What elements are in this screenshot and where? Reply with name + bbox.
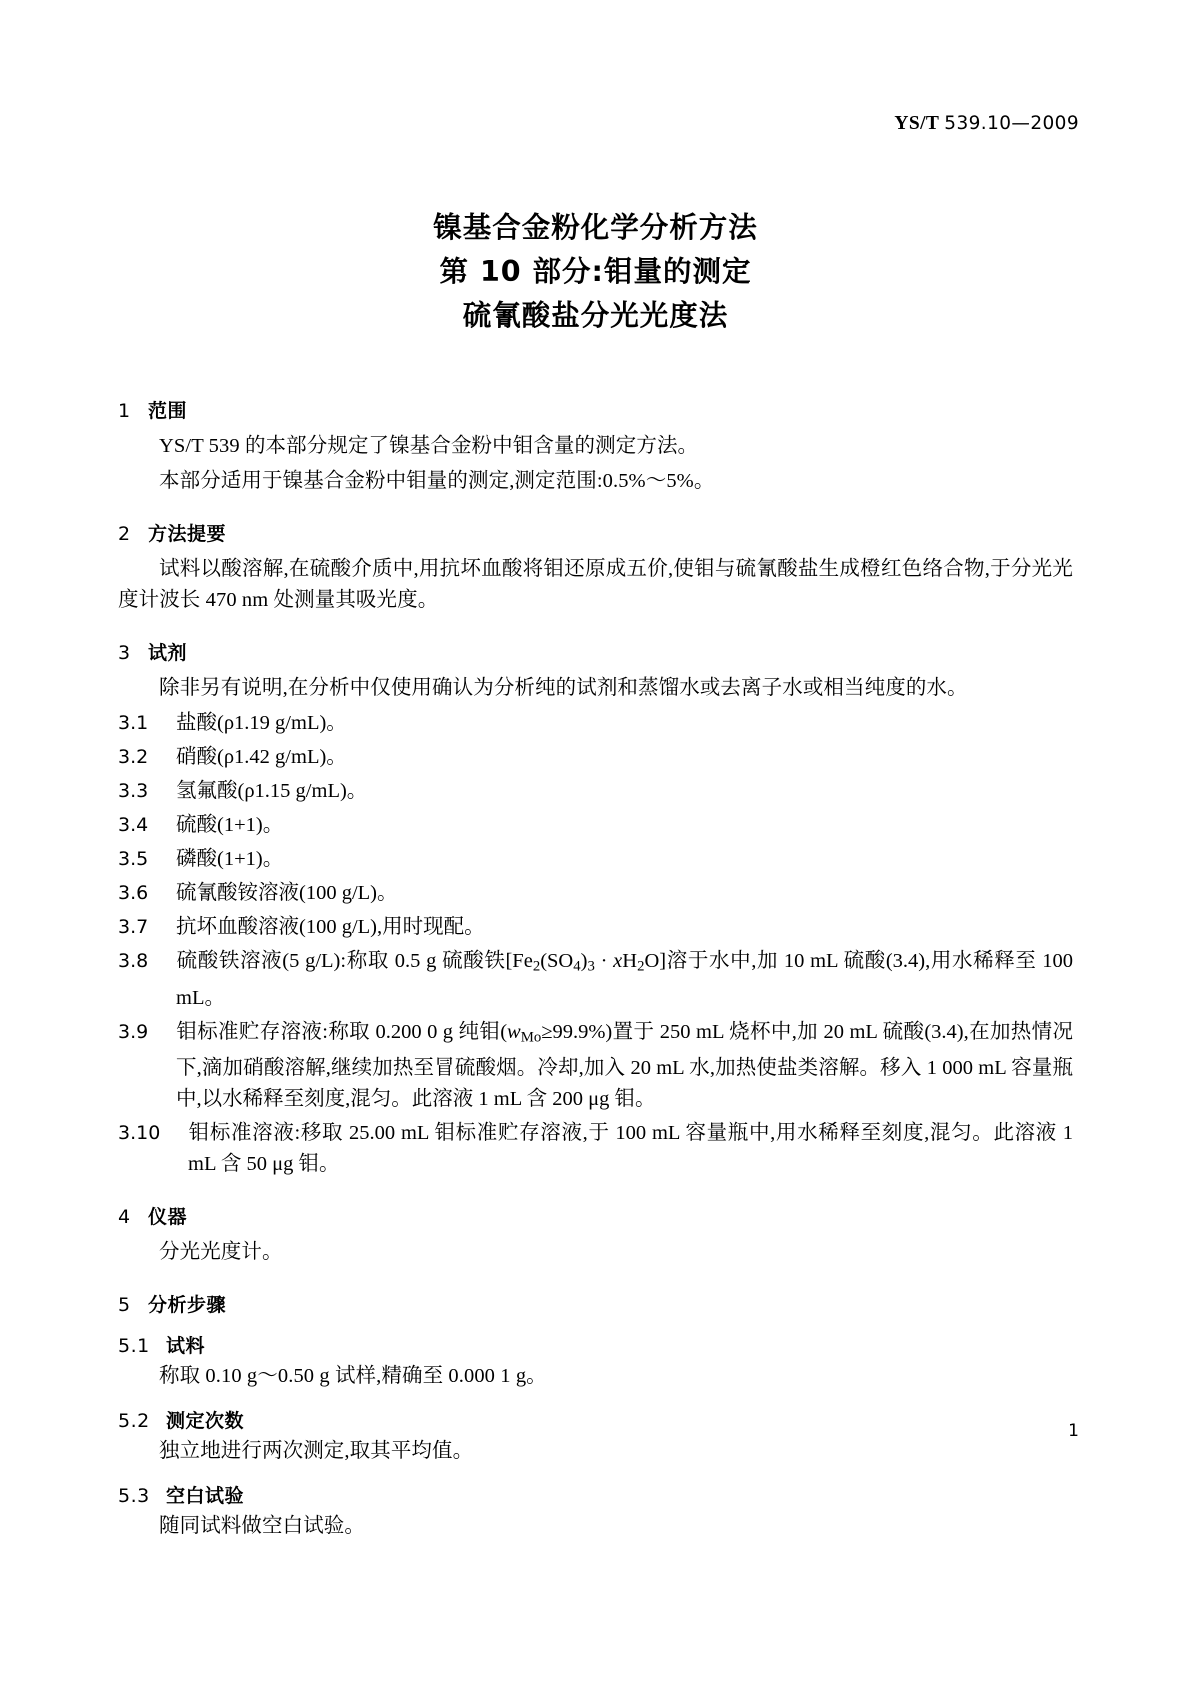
reagent-text-part: ≥99.9%)置于 250 mL 烧杯中,加 20 mL 硫酸(3.4),在加热情况下,滴加硝酸溶解,继续加热至冒硫酸烟。冷却,加入 20 mL 水,加热使盐类溶解。移入 1 000 mL 容量瓶中,以水稀释至刻度,混匀。此溶液 1 mL 含 200 μg 钼。 xyxy=(176,1020,1073,1111)
reagent-number: 3.5 xyxy=(118,848,149,870)
section-title-5-2: 测定次数 xyxy=(166,1410,245,1433)
reagent-item xyxy=(118,776,1073,807)
reagent-item xyxy=(118,912,1073,943)
running-header xyxy=(894,113,1079,135)
section-5-3-paragraph: 随同试料做空白试验。 xyxy=(159,1515,365,1538)
section-number-2: 2 xyxy=(118,523,131,545)
section-1-paragraph-2: 本部分适用于镍基合金粉中钼量的测定,测定范围:0.5%～5%。 xyxy=(159,470,715,492)
reagent-number: 3.2 xyxy=(118,746,149,768)
section-3-paragraph-1: 除非另有说明,在分析中仅使用确认为分析纯的试剂和蒸馏水或去离子水或相当纯度的水。 xyxy=(159,677,968,699)
reagent-number: 3.7 xyxy=(118,916,149,938)
formula-subscript: 3 xyxy=(587,958,595,975)
section-number-3: 3 xyxy=(118,642,131,664)
reagent-number: 3.3 xyxy=(118,780,149,802)
reagent-item xyxy=(118,810,1073,841)
section-4-paragraph-1: 分光光度计。 xyxy=(159,1241,283,1264)
reagent-text: 抗坏血酸溶液(100 g/L),用时现配。 xyxy=(176,916,485,938)
section-2-paragraph-1: 试料以酸溶解,在硫酸介质中,用抗坏血酸将钼还原成五价,使钼与硫氰酸盐生成橙红色络合物,于分光光度计波长 470 nm 处测量其吸光度。 xyxy=(118,558,1073,611)
section-title-2: 方法提要 xyxy=(148,523,227,545)
section-number-5-3: 5.3 xyxy=(118,1485,150,1508)
section-heading-1 xyxy=(118,396,1073,423)
title-line-1: 镍基合金粉化学分析方法 xyxy=(433,211,758,244)
reagent-number: 3.4 xyxy=(118,814,149,836)
document-title xyxy=(0,206,1191,338)
mass-fraction-symbol: w xyxy=(507,1020,521,1043)
reagent-text: 氢氟酸(ρ1.15 g/mL)。 xyxy=(176,780,368,802)
standard-number: 539.10—2009 xyxy=(944,113,1079,134)
standard-prefix: YS/T xyxy=(894,113,939,134)
reagent-text-part: (SO xyxy=(540,950,574,972)
page-number: 1 xyxy=(1068,1421,1079,1441)
reagent-number: 3.9 xyxy=(118,1020,149,1043)
section-title-5-3: 空白试验 xyxy=(166,1485,245,1508)
reagent-item xyxy=(118,844,1073,875)
section-title-1: 范围 xyxy=(148,400,188,422)
document-body xyxy=(118,374,1073,1546)
reagent-item-38 xyxy=(118,946,1073,1014)
reagent-text: 硝酸(ρ1.42 g/mL)。 xyxy=(176,746,347,768)
reagent-number: 3.1 xyxy=(118,712,149,734)
formula-subscript: 2 xyxy=(532,958,541,975)
section-heading-3 xyxy=(118,638,1073,665)
reagent-text: 磷酸(1+1)。 xyxy=(176,848,284,870)
section-number-1: 1 xyxy=(118,400,131,422)
title-line-3: 硫氰酸盐分光光度法 xyxy=(462,299,729,332)
section-5-1-paragraph: 称取 0.10 g～0.50 g 试样,精确至 0.000 1 g。 xyxy=(159,1365,547,1388)
mass-fraction-subscript: Mo xyxy=(520,1029,542,1046)
section-title-5: 分析步骤 xyxy=(148,1294,227,1317)
section-title-5-1: 试料 xyxy=(166,1335,206,1358)
section-title-3: 试剂 xyxy=(148,642,188,664)
section-heading-2 xyxy=(118,519,1073,546)
section-heading-4 xyxy=(118,1202,1073,1229)
reagent-text-part: · xyxy=(594,950,614,972)
reagent-number: 3.10 xyxy=(118,1122,161,1145)
section-number-4: 4 xyxy=(118,1206,131,1229)
section-heading-5-1 xyxy=(118,1331,1073,1358)
formula-variable: x xyxy=(613,950,623,972)
reagent-item xyxy=(118,708,1073,739)
reagent-text-part: 钼标准贮存溶液:称取 0.200 0 g 纯钼( xyxy=(176,1020,508,1043)
section-heading-5-2 xyxy=(118,1406,1073,1433)
section-1-paragraph-1: YS/T 539 的本部分规定了镍基合金粉中钼含量的测定方法。 xyxy=(159,435,699,457)
section-number-5: 5 xyxy=(118,1294,131,1317)
reagent-item xyxy=(118,742,1073,773)
reagent-item xyxy=(118,878,1073,909)
section-heading-5-3 xyxy=(118,1481,1073,1508)
reagent-item-39 xyxy=(118,1017,1073,1116)
reagent-text-part: H xyxy=(622,950,638,972)
section-heading-5 xyxy=(118,1290,1073,1317)
reagent-text: 盐酸(ρ1.19 g/mL)。 xyxy=(176,712,347,734)
section-number-5-1: 5.1 xyxy=(118,1335,150,1358)
reagent-text: 钼标准溶液:移取 25.00 mL 钼标准贮存溶液,于 100 mL 容量瓶中,用水稀释至刻度,混匀。此溶液 1 mL 含 50 μg 钼。 xyxy=(188,1122,1073,1176)
reagent-item-310 xyxy=(118,1118,1073,1180)
reagent-text-part: O]溶于水中,加 10 mL 硫酸(3.4),用水稀释至 100 mL。 xyxy=(176,950,1073,1009)
reagent-text: 硫氰酸铵溶液(100 g/L)。 xyxy=(176,882,398,904)
title-line-2: 第 10 部分:钼量的测定 xyxy=(439,255,752,288)
reagent-number: 3.8 xyxy=(118,950,149,972)
section-5-2-paragraph: 独立地进行两次测定,取其平均值。 xyxy=(159,1440,474,1463)
reagent-number: 3.6 xyxy=(118,882,149,904)
section-number-5-2: 5.2 xyxy=(118,1410,150,1433)
reagent-text: 硫酸(1+1)。 xyxy=(176,814,284,836)
formula-subscript: 2 xyxy=(637,958,645,975)
section-title-4: 仪器 xyxy=(148,1206,188,1229)
formula-subscript: 4 xyxy=(573,958,581,975)
reagent-text-part: ) xyxy=(580,950,588,972)
reagent-text-part: 硫酸铁溶液(5 g/L):称取 0.5 g 硫酸铁[Fe xyxy=(176,950,533,972)
